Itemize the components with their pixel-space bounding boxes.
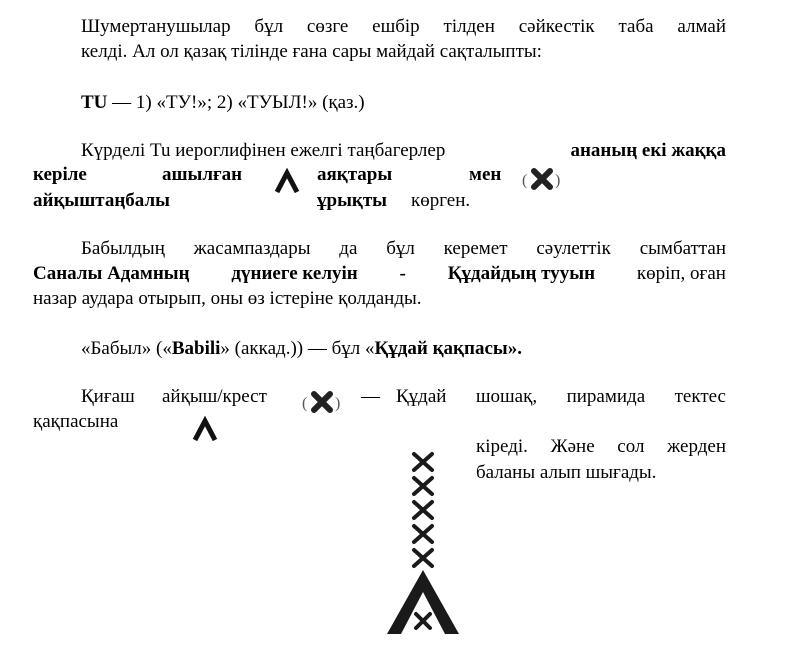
p4-bold-qudai: Құдайдың тууын bbox=[447, 263, 596, 284]
p4-dash: - bbox=[399, 263, 406, 284]
p1-line1: Шумертанушылар бұл сөзге ешбір тілден сәйкестік таба алмай bbox=[81, 16, 726, 37]
p6-word-qigash: Қиғаш bbox=[81, 386, 135, 407]
p5-open: «Бабыл» (« bbox=[81, 338, 172, 359]
p3-word-aiyqshtanbaly: айқыштаңбалы bbox=[33, 190, 170, 211]
caret-icon bbox=[274, 168, 300, 200]
p6-line2: қақпасына bbox=[33, 411, 119, 432]
open-paren: ( bbox=[522, 172, 528, 189]
p4-line3: назар аудара отырып, оны өз істеріне қолданды. bbox=[33, 288, 422, 309]
p5-close: ». bbox=[507, 338, 522, 359]
p3-word-ayaktary: аяқтары bbox=[317, 164, 393, 185]
p3-line1-bold: ананың екі жаққа bbox=[570, 140, 726, 161]
p4-bold-sanaly: Саналы Адамның bbox=[33, 263, 190, 284]
cross-icon bbox=[530, 167, 554, 197]
p5-qudai-qaqpasy: Құдай қақпасы bbox=[374, 338, 508, 359]
open-paren-2: ( bbox=[302, 395, 308, 412]
p6-line1-rest: Құдай шошақ, пирамида тектес bbox=[396, 386, 726, 407]
p3-word-uryqty: ұрықты bbox=[317, 190, 388, 211]
p1-line2: келді. Ал ол қазақ тілінде ғана сары майдай сақталыпты: bbox=[81, 41, 542, 62]
p6-line4: баланы алып шығады. bbox=[476, 462, 657, 483]
birth-glyph-figure-icon bbox=[385, 448, 463, 642]
close-paren-2: ) bbox=[335, 395, 341, 412]
cross-icon-2 bbox=[310, 390, 334, 420]
p2-line bbox=[81, 92, 365, 114]
p6-dash: — bbox=[361, 386, 380, 407]
p3-line1-text: Күрделі Tu иероглифінен ежелгі таңбагерлер bbox=[81, 140, 446, 161]
p4-line2 bbox=[33, 263, 726, 285]
p5-line bbox=[81, 338, 522, 360]
close-paren: ) bbox=[555, 172, 561, 189]
p3-word-korgen: көрген. bbox=[411, 190, 471, 211]
caret-icon-2 bbox=[192, 416, 218, 448]
p3-word-kerile: керіле bbox=[33, 164, 87, 185]
p4-bold-dunige: дүниеге келуін bbox=[231, 263, 358, 284]
tu-term: TU bbox=[81, 92, 108, 113]
tu-definition: — 1) «ТУ!»; 2) «ТУЫЛ!» (қаз.) bbox=[112, 92, 365, 113]
p6-word-aiqysh: айқыш/крест bbox=[162, 386, 267, 407]
p3-word-men: мен bbox=[469, 164, 502, 185]
p4-line1: Бабылдың жасампаздары да бұл керемет сәулеттік сымбаттан bbox=[81, 238, 726, 259]
p6-line3: кіреді. Және сол жерден bbox=[476, 436, 726, 457]
p5-mid: » (аккад.)) — бұл « bbox=[220, 338, 375, 359]
p3-word-ashylgan: ашылған bbox=[162, 164, 243, 185]
p5-babili: Babili bbox=[171, 338, 221, 359]
p4-rest: көріп, оған bbox=[636, 263, 726, 284]
p3-line1 bbox=[81, 140, 726, 162]
